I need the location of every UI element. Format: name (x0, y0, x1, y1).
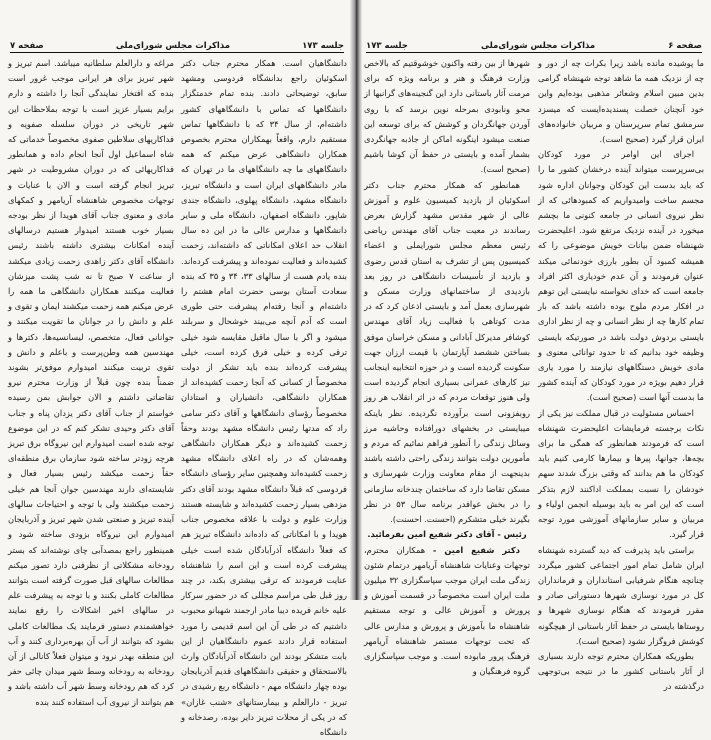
chair-announcement: رئیس - آقای دکتر شفیع امین بفرمائید. (367, 529, 527, 540)
paragraph: شهرها از بین رفته واکنون خوشوقتیم که بالاخص وزارت فرهنگ و هنر و برنامه ویژه که برای مرمت آثار باستانی دارد این گنجینه‌های گرانبها از محو ونابودی بمرحله نوین برسد که با روی آوردن جهانگردان و کوشش که برای توسعه این صنعت میشود اینگونه اماکن از جاذبه جهانگردی بشمار آمده و بایستی در حفظ آن کوشا باشیم (صحیح است). (364, 58, 530, 175)
text-column-right (181, 56, 347, 740)
paragraph: اجرای این اوامر در مورد کودکان بی‌سرپرست میتواند آینده درخشان کشور ما را که باید بدست این کودکان وجوانان اداره شود مجسم ساخت وامیدواریم که کمبودهائی که از نظر نیروی انسانی در جامعه کنونی ما بچشم میخورد در آینده نزدیک مرتفع شود. اعلیحضرت شهنشاه ضمن بیانات خویش موضوعی را که همیشه کمبود آن بطور بارزی خودنمائی میکند عنوان فرمودند و آن عدم خودیاری اکثر افراد جامعه است که خدای نخواسته نبایستی این توهم در افکار مردم ملوح بوده داشته باشد که بار تمام کارها چه از نظر انسانی و چه از نظر اداری بایستی بردوش دولت باشد در صورتیکه بایستی وظیفه خود بدانیم که تا حدود توانائی معنوی و مادی خویش دستگاههای نیازمند را مورد یاری قرار دهیم بویژه در مورد کودکان که آینده کشور ما بدست آنها است (صحیح است). (538, 149, 704, 403)
paragraph: همانطور که همکار محترم جناب دکتر اسکوئیان از بازدید کمیسیون علوم و آموزش عالی از شهر مقدس مشهد گزارش بعرض رساندند در معیت جناب آقای مهندس ریاضی رئیس معظم مجلس شورایملی و اعضاء کمیسیون پس از تشرف به استان قدس رضوی و بازدید از تأسیسات دانشگاهی در روز بعد بازدیدی از ساختمانهای وزارت مسکن و شهرسازی بعمل آمد و بایستی اذعان کرد که در مدت کوتاهی با فعالیت زیاد آقای مهندس کوشافر مدیرکل آبادانی و مسکن خراسان موفق بساختن ششصد آپارتمان با قیمت ارزان جهت سکونت گردیده است و در حوزه انتخابیه اینجانب نیز کارهای عمرانی بسیاری انجام گردیده است ولی هنوز توقعات مردم که در اثر انقلاب هر روز روبفزونی است برآورده نگردیده. نظر باینکه میبایستی در بخشهای دورافتاده وحاشیه مرز وسائل زندگی را آنطور فراهم نمائیم که مردم و مأمورین دولت بتوانند زندگی راحتی داشته باشند بدینجهت از مقام معاونت وزارت شهرسازی و مسکن تقاضا دارد که ساختمان چندخانه سازمانی را در بخش عوافدر برنامه سال ۵۳ در نظر بگیرند خیلی متشکرم (احسنت. احسنت). (364, 179, 531, 525)
paragraph: ما پوشیده مانده باشد زیرا بکرات چه از دور و چه از نزدیک همه ما شاهد توجه شهنشاه گرامی بدین مبین اسلام وشعائر مذهبی بوده‌ایم واین خود آنچنان خصلت پسندیده‌ایست که میسزد سرمشق تمام سرپرستان و مربیان خانواده‌های ایران قرار گیرد (صحیح است). (538, 58, 704, 145)
paragraph: بطوریکه همکاران محترم توجه دارند بسیاری از آثار باستانی کشور ما در نتیجه بی‌توجهی درگذشته در (538, 650, 704, 692)
paragraph: دانشگاهیان است. همکار محترم جناب دکتر اسکوئیان راجع بدانشگاه فردوسی ومشهد سابق، توضیحاتی دادند. بنده تمام خدمتگزار دانشگاهها که تماس با دانشگاههای کشور داشته‌ام، از سال ۳۴ که با دانشگاهها تماس مستقیم دارم، واقعاً بهمکاران محترم بخصوص همکاران دانشگاهی عرض میکنم که همه دانشگاههای ما چه دانشگاههای ما در تهران که مادر دانشگاههای ایران است و دانشگاه تبریز، دانشگاه مشهد، دانشگاه پهلوی، دانشگاه جندی شاپور، دانشگاه اصفهان، دانشگاه ملی و سایر دانشگاهها و مدارس عالی ما در این ده سال انقلاب حد اعلای امکاناتی که داشته‌اند، زحمت کشیده‌اند و فعالیت نموده‌اند و پیشرفت کرده‌اند. بنده یادم هست از سالهای ۳۳، ۳۴ و ۳۵ که بنده سعادت آستان بوسی حضرت امام هشتم را داشته‌ام و آنجا رفته‌ام پیشرفت حتی طوری است که آدم آنچه می‌بیند خوشحال و سربلند میشود و اگر با سال ماقبل مقایسه شود خیلی ترقی کرده و خیلی فرق کرده است، خیلی پیشرفت کرده‌اند بنده باید تشکر از دولت مخصوصاً از کسانی که آنجا زحمت کشیده‌اند از همکاران دانشگاهی، دانشیاران و استادان مخصوصاً رؤسای دانشگاهها و آقای دکتر سامی راد که مدتها رئیس دانشگاه مشهد بودند وحقاً زحمت کشیده‌اند و دیگر همکاران دانشگاهی وهمه‌شان که در راه اعلای دانشگاه مشهد زحمت کشیده‌اند وهمچنین سایر رؤسای دانشگاه فردوسی که قبلاً دانشگاه مشهد بودند آقای دکتر مزدهی بسیار زحمت کشیده‌اند و شایسته هستند وزارت علوم و دولت با علاقه مخصوص جناب هویدا و با امکاناتی که داده‌اند دانشگاه تبریز هم که فعلاً دانشگاه آذرآبادگان شده است خیلی پیشرفت کرده است و این اسم را شاهنشاه عنایت فرمودند که ترقی بیشتری بکند، در چند روز قبل طی مراسم مجللی که در حضور سرکار علیه خانم فریده دیبا مادر ارجمند شهبانو محبوب داشتیم که در طی آن این اسم قدیمی را مورد استفاده قرار دادند عموم دانشگاهیان از این بابت متشکر بودند این دانشگاه آذرآبادگان وارث بالاستحقاق و حقیقی دانشگاههای قدیم آذربایجان بوده چهار دانشگاه مهم - دانشگاه ربع رشیدی در تبریز - دارالعلم و بیمارستانهای «شنب غازان» که در یکی از محلات تبریز دایر بوده، رصدخانه و دانشگاه (181, 58, 347, 737)
speaker-paragraph (364, 543, 530, 680)
speaker-name: دکتر شفیع امین - (432, 544, 520, 555)
text-column-left (364, 56, 530, 679)
paragraph: براستی باید پذیرفت که دید گسترده شهنشاه ایران شامل تمام امور اجتماعی کشور میگردد چنانچه هنگام شرفیابی استانداران و فرمانداران کل در مورد نوسازی شهرها دستوراتی صادر و مقرر فرمودند که هنگام نوسازی شهرها و روستاها بایستی در حفظ آثار باستانی از هیچگونه کوشش فروگزار نشود (صحیح است). (538, 544, 704, 646)
text-column-left (8, 56, 174, 710)
speaker-text: همکاران محترم، توجهات وعنایات شاهنشاه آریامهر درتمام شئون زندگی ملت ایران موجب سپاسگزاری ۳۲ میلیون ملت ایران است مخصوصاً در قسمت آموزش و پرورش و آموزش عالی و توجه مستقیم شاهنشاه ما بآموزش و پرورش و مدارس عالی که تحت توجهات مستمر شاهنشاه آریامهر فرهنگ پرور مابوده است. و موجب سپاسگزاری گروه فرهنگیان و (364, 544, 530, 677)
session-number: جلسه ۱۷۳ (366, 41, 408, 51)
session-number: جلسه ۱۷۳ (302, 41, 344, 51)
page-header (10, 36, 344, 53)
paragraph: مراغه و دارالعلم سلطانیه میباشد. اسم تبریز و شهر تبریز برای هر ایرانی موجب غرور است بنده که افتخار نمایندگی آنجا را داشته و دارم برایم بسیار عزیز است با توجه بملاحظات این شهر تاریخی در دوران سلسله صفویه و فداکاریهای سلاطین صفوی مخصوصاً خدماتی که شاه اسماعیل اول آنجا انجام داده و همانطور فداکاریهائی که در دوران مشروطیت در شهر تبریز انجام گرفته است و الان با عنایات و توجهات مخصوص شاهنشاه آریامهر و کمکهای مادی و معنوی جناب آقای هویدا از نظر بودجه بسیار خوب هستند امیدوار هستیم درسالهای آینده امکانات بیشتری داشته باشند رئیس دانشگاه آقای دکتر زاهدی زحمت زیادی میکشد از ساعت ۷ صبح تا نه شب پشت میزشان فعالیت میکنند همکاران دانشگاهی ما همه را عرض میکنم همه زحمت میکشند ایمان و تقوی و علم و دانش را در جوانان ما تقویت میکنند و جوانانی فعال، متخصص، لیسانسیه‌ها، دکترها و مهندسین همه وطن‌پرست و باعلم و دانش و تقوی تربیت میکنند امیدوارم موفق‌تر بشوند ضمناً بنده چون قبلاً از وزارت محترم نیرو تقاضاتی داشتم و الان جوابش بمن رسیده خواستم از جناب آقای دکتر یزدان پناه و جناب آقای دکتر وحیدی تشکر کنم که در این موضوع توجه شده است امیدوارم این نیروگاه برق تبریز هرچه زودتر ساخته شود سازمان برق منطقه‌ای حقاً زحمت میکشد رئیس بسیار فعال و شایسته‌ای دارند مهندسین جوان آنجا هم خیلی زحمت میکشند ولی با توجه و احتیاجات سالهای آینده تبریز و صنعتی شدن شهر تبریز و آذربایجان امیدوارم این نیروگاه بزودی ساخته شود و همینطور راجع بمصدآبی چای نوشته‌اند که بستر رودخانه مشکلاتی از نظرفنی دارد تصور میکنم مطالعات سالهای قبل صورت گرفته است بتوانند مطالعات کاملی بکنند و با توجه به پیشرفت علم در سالهای اخیر اشکالات را رفع نمایند خواهشمندم دستور فرمایند یک مطالعات کاملی بشود که بتوانند از آب آن بهره‌برداری کنند و آب این منطقه بهدر نرود و میتوان فعلاً کانالی از آن رودخانه به رودخانه وسط شهر میدان چائی حفر کرد که هم رودخانه وسط شهر آب داشته باشد و هم بتوانند از نیروی آب استفاده کنند بنده (8, 58, 174, 707)
publication-title: مذاکرات مجلس شورای‌ملی (480, 41, 596, 51)
right-page-6 (356, 0, 711, 692)
paragraph: احساس مسئولیت در قبال مملکت نیز یکی از نکات برجسته فرمایشات اعلیحضرت شهنشاه است که فرمودند همانطور که همگی ما برای بچه‌ها، جوانها، پیرها و بیمارها کارمی کنیم باید کودکان ما هم بدانند که وقتی بزرگ شدند سهم خودشان را نسبت بمملکت اداکنند لازم بتذکر است که این امر به باید بوسیله انجمن اولیاء و مربیان و سایر سازمانهای آموزشی مورد توجه قرار گیرد. (538, 407, 704, 540)
page-number: صفحه ۷ (10, 41, 44, 51)
publication-title: مذاکرات مجلس شورای‌ملی (115, 41, 231, 51)
book-spine-shadow (350, 0, 362, 600)
text-column-right (538, 56, 704, 695)
page-number: صفحه ۶ (668, 41, 702, 51)
page-header (366, 36, 702, 53)
left-page-7 (0, 0, 356, 737)
